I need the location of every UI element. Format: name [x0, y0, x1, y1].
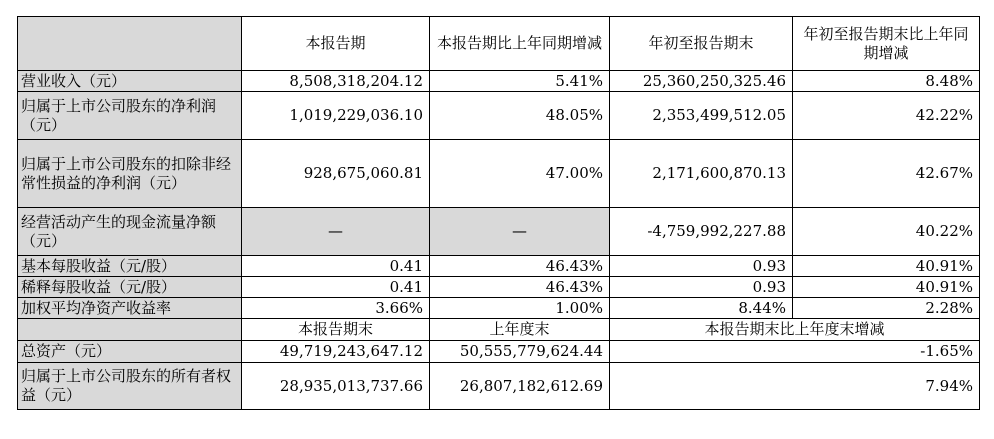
value-cell: 1.00% [430, 298, 610, 319]
row-label: 经营活动产生的现金流量净额（元） [18, 208, 242, 256]
value-cell: 46.43% [430, 256, 610, 277]
col-header: 上年度末 [430, 319, 610, 341]
value-cell: 5.41% [430, 71, 610, 92]
value-cell: — [242, 208, 430, 256]
value-cell: 40.91% [793, 256, 980, 277]
value-cell: — [430, 208, 610, 256]
table-row [18, 341, 980, 363]
value-cell: 42.67% [793, 140, 980, 208]
header-row [18, 17, 980, 71]
col-header: 本报告期 [242, 17, 430, 71]
value-cell: 40.22% [793, 208, 980, 256]
row-label: 加权平均净资产收益率 [18, 298, 242, 319]
value-cell: 8.48% [793, 71, 980, 92]
table-row [18, 208, 980, 256]
value-cell: 28,935,013,737.66 [242, 363, 430, 410]
value-cell: 40.91% [793, 277, 980, 298]
row-label: 归属于上市公司股东的扣除非经常性损益的净利润（元） [18, 140, 242, 208]
value-cell: 0.41 [242, 277, 430, 298]
table-row [18, 298, 980, 319]
value-cell: 2.28% [793, 298, 980, 319]
table-row [18, 277, 980, 298]
corner-cell [18, 319, 242, 341]
row-label: 稀释每股收益（元/股） [18, 277, 242, 298]
col-header: 年初至报告期末比上年同期增减 [793, 17, 980, 71]
row-label: 归属于上市公司股东的所有者权益（元） [18, 363, 242, 410]
value-cell: 928,675,060.81 [242, 140, 430, 208]
value-cell: 26,807,182,612.69 [430, 363, 610, 410]
value-cell: 3.66% [242, 298, 430, 319]
value-cell: 8.44% [610, 298, 793, 319]
table-row [18, 363, 980, 410]
financial-table [17, 16, 980, 410]
col-header: 本报告期末 [242, 319, 430, 341]
value-cell: 0.41 [242, 256, 430, 277]
value-cell: 49,719,243,647.12 [242, 341, 430, 363]
table-row [18, 92, 980, 140]
value-cell: 2,171,600,870.13 [610, 140, 793, 208]
header-row-2 [18, 319, 980, 341]
value-cell: 2,353,499,512.05 [610, 92, 793, 140]
table-row [18, 71, 980, 92]
value-cell: 0.93 [610, 277, 793, 298]
value-cell: 47.00% [430, 140, 610, 208]
value-cell: 7.94% [610, 363, 980, 410]
value-cell: 1,019,229,036.10 [242, 92, 430, 140]
value-cell: -4,759,992,227.88 [610, 208, 793, 256]
value-cell: 25,360,250,325.46 [610, 71, 793, 92]
row-label: 营业收入（元） [18, 71, 242, 92]
col-header: 本报告期末比上年度末增减 [610, 319, 980, 341]
table-row [18, 140, 980, 208]
col-header: 本报告期比上年同期增减 [430, 17, 610, 71]
row-label: 总资产（元） [18, 341, 242, 363]
value-cell: 8,508,318,204.12 [242, 71, 430, 92]
table-row [18, 256, 980, 277]
value-cell: 0.93 [610, 256, 793, 277]
value-cell: 46.43% [430, 277, 610, 298]
value-cell: 48.05% [430, 92, 610, 140]
row-label: 基本每股收益（元/股） [18, 256, 242, 277]
corner-cell [18, 17, 242, 71]
row-label: 归属于上市公司股东的净利润（元） [18, 92, 242, 140]
value-cell: 42.22% [793, 92, 980, 140]
value-cell: 50,555,779,624.44 [430, 341, 610, 363]
col-header: 年初至报告期末 [610, 17, 793, 71]
value-cell: -1.65% [610, 341, 980, 363]
